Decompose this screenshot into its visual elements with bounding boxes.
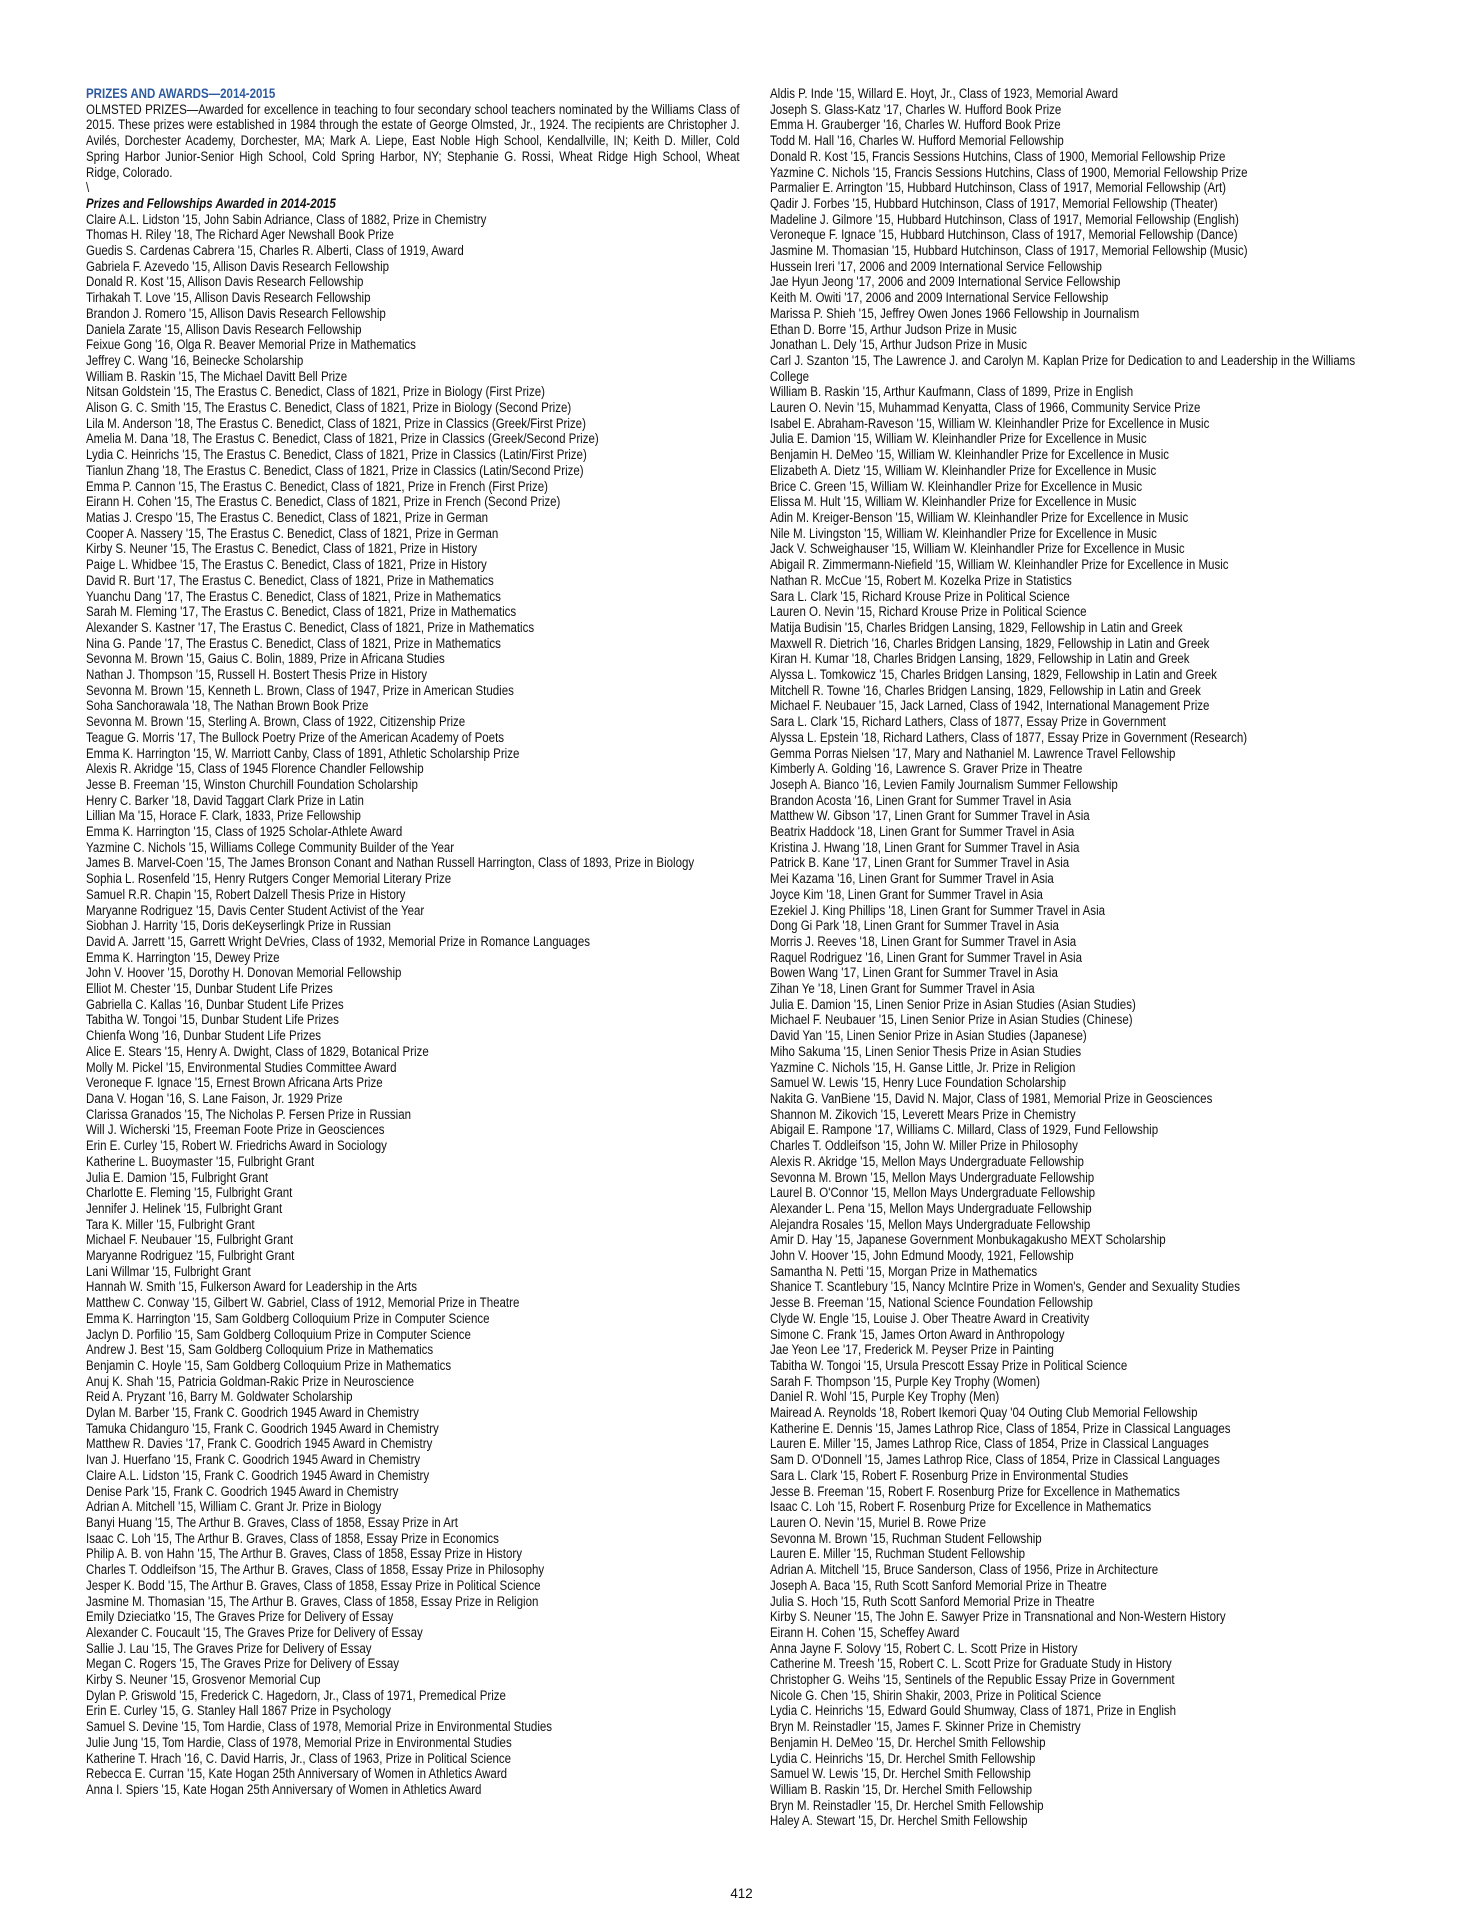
award-entry: Yazmine C. Nichols '15, Williams College Community Builder of the Year [86,839,455,855]
award-entry: Tamuka Chidanguro '15, Frank C. Goodrich 1945 Award in Chemistry [86,1420,439,1436]
award-entry: Nathan R. McCue '15, Robert M. Kozelka Prize in Statistics [770,572,1072,588]
award-entry: Daniel R. Wohl '15, Purple Key Trophy (Men) [770,1389,1000,1405]
award-entry: Megan C. Rogers '15, The Graves Prize for Delivery of Essay [86,1656,400,1672]
award-entry: Tara K. Miller '15, Fulbright Grant [86,1216,255,1232]
award-entry: James B. Marvel-Coen '15, The James Bronson Conant and Nathan Russell Harrington, Class of 1893, Prize in Biology [86,855,695,871]
award-entry: Lydia C. Heinrichs '15, The Erastus C. Benedict, Class of 1821, Prize in Classics (Latin/First Prize) [86,447,587,463]
award-entry: Matias J. Crespo '15, The Erastus C. Benedict, Class of 1821, Prize in German [86,509,489,525]
award-entry: Abigail R. Zimmermann-Niefield '15, William W. Kleinhandler Prize for Excellence in Music [770,557,1229,573]
award-entry: Sophia L. Rosenfeld '15, Henry Rutgers Conger Memorial Literary Prize [86,871,452,887]
award-entry: Sevonna M. Brown '15, Ruchman Student Fellowship [770,1530,1042,1546]
award-entry: Katherine T. Hrach '16, C. David Harris, Jr., Class of 1963, Prize in Political Science [86,1750,512,1766]
award-entry: Jack V. Schweighauser '15, William W. Kleinhandler Prize for Excellence in Music [770,541,1185,557]
award-entry: Bowen Wang '17, Linen Grant for Summer Travel in Asia [770,965,1058,981]
award-entry: Isabel E. Abraham-Raveson '15, William W. Kleinhandler Prize for Excellence in Music [770,415,1210,431]
right-award-list [770,86,1375,1829]
award-entry: Jasmine M. Thomasian '15, Hubbard Hutchinson, Class of 1917, Memorial Fellowship (Music) [770,243,1248,259]
award-entry: Adrian A. Mitchell '15, Bruce Sanderson, Class of 1956, Prize in Architecture [770,1562,1159,1578]
award-entry: Nile M. Livingston '15, William W. Kleinhandler Prize for Excellence in Music [770,525,1157,541]
award-entry: Emma K. Harrington '15, Dewey Prize [86,949,280,965]
award-entry: Jonathan L. Dely '15, Arthur Judson Prize in Music [770,337,1027,353]
award-entry: Morris J. Reeves '18, Linen Grant for Summer Travel in Asia [770,933,1077,949]
award-entry: Laurel B. O'Connor '15, Mellon Mays Undergraduate Fellowship [770,1185,1096,1201]
award-entry: Jennifer J. Helinek '15, Fulbright Grant [86,1200,283,1216]
award-entry: Clyde W. Engle '15, Louise J. Ober Theatre Award in Creativity [770,1310,1090,1326]
award-entry: Reid A. Pryzant '16, Barry M. Goldwater Scholarship [86,1389,353,1405]
award-entry: Matthew R. Davies '17, Frank C. Goodrich 1945 Award in Chemistry [86,1436,433,1452]
award-entry: Abigail E. Rampone '17, Williams C. Millard, Class of 1929, Fund Fellowship [770,1122,1159,1138]
award-entry: Molly M. Pickel '15, Environmental Studies Committee Award [86,1059,397,1075]
award-entry: Henry C. Barker '18, David Taggart Clark Prize in Latin [86,792,364,808]
award-entry: Christopher G. Weihs '15, Sentinels of the Republic Essay Prize in Government [770,1672,1175,1688]
award-entry: Emma P. Cannon '15, The Erastus C. Benedict, Class of 1821, Prize in French (First Prize) [86,478,548,494]
award-entry: Samuel S. Devine '15, Tom Hardie, Class of 1978, Memorial Prize in Environmental Studies [86,1719,553,1735]
award-entry: Sara L. Clark '15, Robert F. Rosenburg Prize in Environmental Studies [770,1467,1129,1483]
award-entry: Kirby S. Neuner '15, The Erastus C. Benedict, Class of 1821, Prize in History [86,541,478,557]
award-entry: Lauren O. Nevin '15, Muriel B. Rowe Prize [770,1514,986,1530]
award-entry: Benjamin H. DeMeo '15, Dr. Herchel Smith Fellowship [770,1734,1046,1750]
award-entry: Jae Hyun Jeong '17, 2006 and 2009 International Service Fellowship [770,274,1121,290]
olmsted-intro-paragraph: OLMSTED PRIZES—Awarded for excellence in teaching to four secondary school teachers nominated by the Williams Class of 2015. These prizes were established in 1984 through the estate of George Olmsted, Jr., 1924. The recipients are Christopher J. Avilés, Dorchester Academy, Dorchester, MA; Mark A. Liepe, East Noble High School, Kendallville, IN; Keith D. Miller, Cold Spring Harbor Junior-Senior High School, Cold Spring Harbor, NY; Stephanie G. Rossi, Wheat Ridge High School, Wheat Ridge, Colorado. [86,101,740,180]
page-heading: PRIZES AND AWARDS—2014-2015 [86,86,276,101]
award-entry: Feixue Gong '16, Olga R. Beaver Memorial Prize in Mathematics [86,337,416,353]
award-entry: Julia E. Damion '15, William W. Kleinhandler Prize for Excellence in Music [770,431,1147,447]
award-entry: Yazmine C. Nichols '15, H. Ganse Little, Jr. Prize in Religion [770,1059,1076,1075]
award-entry: Jae Yeon Lee '17, Frederick M. Peyser Prize in Painting [770,1342,1054,1358]
award-entry: Kiran H. Kumar '18, Charles Bridgen Lansing, 1829, Fellowship in Latin and Greek [770,651,1190,667]
award-entry: Alyssa L. Epstein '18, Richard Lathers, Class of 1877, Essay Prize in Government (Research) [770,729,1248,745]
award-entry: Lauren E. Miller '15, James Lathrop Rice, Class of 1854, Prize in Classical Languages [770,1436,1209,1452]
award-entry: Joseph A. Baca '15, Ruth Scott Sanford Memorial Prize in Theatre [770,1577,1107,1593]
award-entry: Miho Sakuma '15, Linen Senior Thesis Prize in Asian Studies [770,1043,1082,1059]
award-entry: Kimberly A. Golding '16, Lawrence S. Graver Prize in Theatre [770,761,1083,777]
award-entry: Veroneque F. Ignace '15, Hubbard Hutchinson, Class of 1917, Memorial Fellowship (Dance) [770,227,1238,243]
award-entry: Julia S. Hoch '15, Ruth Scott Sanford Memorial Prize in Theatre [770,1593,1095,1609]
award-entry: Simone C. Frank '15, James Orton Award in Anthropology [770,1326,1065,1342]
award-entry: Sarah F. Thompson '15, Purple Key Trophy (Women) [770,1373,1040,1389]
award-entry: Gabriella C. Kallas '16, Dunbar Student Life Prizes [86,996,344,1012]
award-entry: Bryn M. Reinstadler '15, Dr. Herchel Smith Fellowship [770,1797,1044,1813]
award-entry: Michael F. Neubauer '15, Jack Larned, Class of 1942, International Management Prize [770,698,1210,714]
award-entry: Shanice T. Scantlebury '15, Nancy McIntire Prize in Women's, Gender and Sexuality Studies [770,1279,1240,1295]
award-entry: Lila M. Anderson '18, The Erastus C. Benedict, Class of 1821, Prize in Classics (Greek/First Prize) [86,415,586,431]
award-entry: Ivan J. Huerfano '15, Frank C. Goodrich 1945 Award in Chemistry [86,1452,421,1468]
award-entry: Kirby S. Neuner '15, The John E. Sawyer Prize in Transnational and Non-Western History [770,1609,1226,1625]
award-entry: Andrew J. Best '15, Sam Goldberg Colloquium Prize in Mathematics [86,1342,434,1358]
award-entry: Alexander C. Foucault '15, The Graves Prize for Delivery of Essay [86,1624,423,1640]
award-entry: Kristina J. Hwang '18, Linen Grant for Summer Travel in Asia [770,839,1080,855]
award-entry: Lauren O. Nevin '15, Richard Krouse Prize in Political Science [770,604,1087,620]
left-award-list [86,212,740,1798]
award-entry: Samuel R.R. Chapin '15, Robert Dalzell Thesis Prize in History [86,886,406,902]
award-entry: Tabitha W. Tongoi '15, Ursula Prescott Essay Prize in Political Science [770,1357,1128,1373]
award-entry: Emma K. Harrington '15, Class of 1925 Scholar-Athlete Award [86,824,403,840]
award-entry: John V. Hoover '15, John Edmund Moody, 1921, Fellowship [770,1248,1074,1264]
award-entry: Dylan M. Barber '15, Frank C. Goodrich 1945 Award in Chemistry [86,1405,419,1421]
award-entry: Lauren O. Nevin '15, Muhammad Kenyatta, Class of 1966, Community Service Prize [770,400,1201,416]
award-entry: Sevonna M. Brown '15, Mellon Mays Undergraduate Fellowship [770,1169,1095,1185]
award-entry: Jeffrey C. Wang '16, Beinecke Scholarship [86,352,304,368]
award-entry: Daniela Zarate '15, Allison Davis Research Fellowship [86,321,362,337]
award-entry: Gemma Porras Nielsen '17, Mary and Nathaniel M. Lawrence Travel Fellowship [770,745,1176,761]
award-entry: Dana V. Hogan '16, S. Lane Faison, Jr. 1929 Prize [86,1091,343,1106]
award-entry: Emma H. Grauberger '16, Charles W. Hufford Book Prize [770,117,1061,133]
award-entry: Jesse B. Freeman '15, National Science Foundation Fellowship [770,1295,1093,1311]
award-entry: Tirhakah T. Love '15, Allison Davis Research Fellowship [86,290,371,306]
award-entry: Donald R. Kost '15, Francis Sessions Hutchins, Class of 1900, Memorial Fellowship Prize [770,148,1226,164]
award-entry: Maryanne Rodriguez '15, Fulbright Grant [86,1248,295,1264]
award-entry: Lydia C. Heinrichs '15, Dr. Herchel Smith Fellowship [770,1750,1036,1766]
award-entry: Veroneque F. Ignace '15, Ernest Brown Africana Arts Prize [86,1075,383,1091]
award-entry: John V. Hoover '15, Dorothy H. Donovan Memorial Fellowship [86,965,402,981]
award-entry: Shannon M. Zikovich '15, Leverett Mears Prize in Chemistry [770,1106,1076,1122]
award-entry: Philip A. B. von Hahn '15, The Arthur B. Graves, Class of 1858, Essay Prize in History [86,1546,522,1562]
award-entry: Nina G. Pande '17, The Erastus C. Benedict, Class of 1821, Prize in Mathematics [86,635,501,651]
award-entry: Michael F. Neubauer '15, Linen Senior Prize in Asian Studies (Chinese) [770,1012,1133,1028]
award-entry: Eirann H. Cohen '15, Scheffey Award [770,1624,960,1640]
award-entry: Dong Gi Park '18, Linen Grant for Summer Travel in Asia [770,918,1059,934]
award-entry: Yuanchu Dang '17, The Erastus C. Benedict, Class of 1821, Prize in Mathematics [86,588,501,604]
award-entry: Haley A. Stewart '15, Dr. Herchel Smith Fellowship [770,1813,1028,1829]
award-entry: Todd M. Hall '16, Charles W. Hufford Memorial Fellowship [770,133,1064,149]
award-entry: Anna Jayne F. Solovy '15, Robert C. L. Scott Prize in History [770,1640,1078,1656]
award-entry: Claire A.L. Lidston '15, Frank C. Goodrich 1945 Award in Chemistry [86,1467,430,1483]
award-entry: Ezekiel J. King Phillips '18, Linen Grant for Summer Travel in Asia [770,902,1106,918]
award-entry: Lani Willmar '15, Fulbright Grant [86,1263,251,1279]
award-entry: Aldis P. Inde '15, Willard E. Hoyt, Jr., Class of 1923, Memorial Award [770,86,1119,101]
award-entry: Clarissa Granados '15, The Nicholas P. Fersen Prize in Russian [86,1106,412,1122]
award-entry: Alice E. Stears '15, Henry A. Dwight, Class of 1829, Botanical Prize [86,1043,429,1059]
award-entry: Beatrix Haddock '18, Linen Grant for Summer Travel in Asia [770,824,1075,840]
award-entry: Bryn M. Reinstadler '15, James F. Skinner Prize in Chemistry [770,1719,1081,1735]
award-entry: Alejandra Rosales '15, Mellon Mays Undergraduate Fellowship [770,1216,1091,1232]
award-entry: Elliot M. Chester '15, Dunbar Student Life Prizes [86,981,333,997]
award-entry: Erin E. Curley '15, G. Stanley Hall 1867 Prize in Psychology [86,1703,391,1719]
award-entry: David Yan '15, Linen Senior Prize in Asian Studies (Japanese) [770,1028,1087,1044]
award-entry: Jasmine M. Thomasian '15, The Arthur B. Graves, Class of 1858, Essay Prize in Religion [86,1593,539,1609]
award-entry: Joyce Kim '18, Linen Grant for Summer Travel in Asia [770,886,1043,902]
award-entry: Nitsan Goldstein '15, The Erastus C. Benedict, Class of 1821, Prize in Biology (First Prize) [86,384,545,400]
section-subheading: Prizes and Fellowships Awarded in 2014-2015 [86,195,336,211]
award-entry: Maryanne Rodriguez '15, Davis Center Student Activist of the Year [86,902,425,918]
award-entry: Elissa M. Hult '15, William W. Kleinhandler Prize for Excellence in Music [770,494,1137,510]
award-entry: Sara L. Clark '15, Richard Lathers, Class of 1877, Essay Prize in Government [770,714,1166,730]
award-entry: Chienfa Wong '16, Dunbar Student Life Prizes [86,1028,322,1044]
award-entry: Emily Dzieciatko '15, The Graves Prize for Delivery of Essay [86,1609,394,1625]
award-entry: Parmalier E. Arrington '15, Hubbard Hutchinson, Class of 1917, Memorial Fellowship (Art) [770,180,1227,196]
award-entry: Lauren E. Miller '15, Ruchman Student Fellowship [770,1546,1026,1562]
award-entry: Julia E. Damion '15, Fulbright Grant [86,1169,269,1185]
award-entry: Soha Sanchorawala '18, The Nathan Brown Book Prize [86,698,369,714]
award-entry: Jaclyn D. Porfilio '15, Sam Goldberg Colloquium Prize in Computer Science [86,1326,471,1342]
award-entry: Sam D. O'Donnell '15, James Lathrop Rice, Class of 1854, Prize in Classical Languages [770,1452,1220,1468]
award-entry: Alyssa L. Tomkowicz '15, Charles Bridgen Lansing, 1829, Fellowship in Latin and Greek [770,667,1217,683]
award-entry: Charles T. Oddleifson '15, John W. Miller Prize in Philosophy [770,1138,1078,1154]
award-entry: Dylan P. Griswold '15, Frederick C. Hagedorn, Jr., Class of 1971, Premedical Prize [86,1687,506,1703]
award-entry: William B. Raskin '15, Arthur Kaufmann, Class of 1899, Prize in English [770,384,1134,400]
award-entry: Benjamin H. DeMeo '15, William W. Kleinhandler Prize for Excellence in Music [770,447,1170,463]
award-entry: Joseph S. Glass-Katz '17, Charles W. Hufford Book Prize [770,101,1062,117]
award-entry: Catherine M. Treesh '15, Robert C. L. Scott Prize for Graduate Study in History [770,1656,1172,1672]
award-entry: Samuel W. Lewis '15, Dr. Herchel Smith Fellowship [770,1766,1031,1782]
award-entry: Julie Jung '15, Tom Hardie, Class of 1978, Memorial Prize in Environmental Studies [86,1734,512,1750]
award-entry: Jesse B. Freeman '15, Winston Churchill Foundation Scholarship [86,776,418,792]
award-entry: Tianlun Zhang '18, The Erastus C. Benedict, Class of 1821, Prize in Classics (Latin/Second Prize) [86,462,584,478]
award-entry: David R. Burt '17, The Erastus C. Benedict, Class of 1821, Prize in Mathematics [86,572,494,588]
award-entry: Julia E. Damion '15, Linen Senior Prize in Asian Studies (Asian Studies) [770,996,1136,1012]
award-entry: Zihan Ye '18, Linen Grant for Summer Travel in Asia [770,981,1035,997]
award-entry: Emma K. Harrington '15, Sam Goldberg Colloquium Prize in Computer Science [86,1310,490,1326]
award-entry: Michael F. Neubauer '15, Fulbright Grant [86,1232,294,1248]
award-entry: Alexis R. Akridge '15, Mellon Mays Undergraduate Fellowship [770,1153,1084,1169]
award-entry: Amir D. Hay '15, Japanese Government Monbukagakusho MEXT Scholarship [770,1232,1166,1248]
award-entry: William B. Raskin '15, The Michael Davitt Bell Prize [86,368,348,384]
award-entry: Erin E. Curley '15, Robert W. Friedrichs Award in Sociology [86,1138,387,1154]
award-entry: Carl J. Szanton '15, The Lawrence J. and Carolyn M. Kaplan Prize for Dedication to and Leadership in the Williams College [770,352,1356,384]
award-entry: Amelia M. Dana '18, The Erastus C. Benedict, Class of 1821, Prize in Classics (Greek/Second Prize) [86,431,599,447]
award-entry: Isaac C. Loh '15, The Arthur B. Graves, Class of 1858, Essay Prize in Economics [86,1530,499,1546]
award-entry: Alexander L. Pena '15, Mellon Mays Undergraduate Fellowship [770,1200,1092,1216]
award-entry: Emma K. Harrington '15, W. Marriott Canby, Class of 1891, Athletic Scholarship Prize [86,745,520,761]
award-entry: Sevonna M. Brown '15, Sterling A. Brown, Class of 1922, Citizenship Prize [86,714,466,730]
award-entry: Alexander S. Kastner '17, The Erastus C. Benedict, Class of 1821, Prize in Mathematics [86,619,535,635]
award-entry: Patrick B. Kane '17, Linen Grant for Summer Travel in Asia [770,855,1070,871]
award-entry: Banyi Huang '15, The Arthur B. Graves, Class of 1858, Essay Prize in Art [86,1514,458,1530]
award-entry: Raquel Rodriguez '16, Linen Grant for Summer Travel in Asia [770,949,1083,965]
award-entry: Siobhan J. Harrity '15, Doris deKeyserlingk Prize in Russian [86,918,391,934]
award-entry: Matthew W. Gibson '17, Linen Grant for Summer Travel in Asia [770,808,1090,824]
award-entry: Matthew C. Conway '15, Gilbert W. Gabriel, Class of 1912, Memorial Prize in Theatre [86,1295,520,1311]
award-entry: Sevonna M. Brown '15, Kenneth L. Brown, Class of 1947, Prize in American Studies [86,682,514,698]
award-entry: Lydia C. Heinrichs '15, Edward Gould Shumway, Class of 1871, Prize in English [770,1703,1177,1719]
stray-backslash: \ [86,180,90,196]
award-entry: Adrian A. Mitchell '15, William C. Grant Jr. Prize in Biology [86,1499,382,1515]
award-entry: Mairead A. Reynolds '18, Robert Ikemori Quay '04 Outing Club Memorial Fellowship [770,1405,1198,1421]
award-entry: Kirby S. Neuner '15, Grosvenor Memorial Cup [86,1672,321,1688]
award-entry: Eirann H. Cohen '15, The Erastus C. Benedict, Class of 1821, Prize in French (Second Prize) [86,494,561,510]
award-entry: Ethan D. Borre '15, Arthur Judson Prize in Music [770,321,1017,337]
award-entry: Katherine E. Dennis '15, James Lathrop Rice, Class of 1854, Prize in Classical Languages [770,1420,1231,1436]
award-entry: Elizabeth A. Dietz '15, William W. Kleinhandler Prize for Excellence in Music [770,462,1157,478]
award-entry: Paige L. Whidbee '15, The Erastus C. Benedict, Class of 1821, Prize in History [86,557,487,573]
award-entry: Keith M. Owiti '17, 2006 and 2009 International Service Fellowship [770,290,1109,306]
award-entry: Mitchell R. Towne '16, Charles Bridgen Lansing, 1829, Fellowship in Latin and Greek [770,682,1201,698]
award-entry: Tabitha W. Tongoi '15, Dunbar Student Life Prizes [86,1012,339,1028]
award-entry: Cooper A. Nassery '15, The Erastus C. Benedict, Class of 1821, Prize in German [86,525,499,541]
award-entry: Will J. Wicherski '15, Freeman Foote Prize in Geosciences [86,1122,385,1138]
award-entry: Nakita G. VanBiene '15, David N. Major, Class of 1981, Memorial Prize in Geosciences [770,1091,1213,1106]
award-entry: Hussein Ireri '17, 2006 and 2009 International Service Fellowship [770,258,1102,274]
award-entry: Guedis S. Cardenas Cabrera '15, Charles R. Alberti, Class of 1919, Award [86,243,464,259]
award-entry: Maxwell R. Dietrich '16, Charles Bridgen Lansing, 1829, Fellowship in Latin and Greek [770,635,1210,651]
award-entry: Charlotte E. Fleming '15, Fulbright Grant [86,1185,293,1201]
award-entry: Qadir J. Forbes '15, Hubbard Hutchinson, Class of 1917, Memorial Fellowship (Theater) [770,195,1218,211]
award-entry: Brandon J. Romero '15, Allison Davis Research Fellowship [86,305,386,321]
award-entry: Benjamin C. Hoyle '15, Sam Goldberg Colloquium Prize in Mathematics [86,1357,452,1373]
award-entry: Matija Budisin '15, Charles Bridgen Lansing, 1829, Fellowship in Latin and Greek [770,619,1183,635]
award-entry: Jesse B. Freeman '15, Robert F. Rosenburg Prize for Excellence in Mathematics [770,1483,1180,1499]
award-entry: Gabriela F. Azevedo '15, Allison Davis Research Fellowship [86,258,390,274]
award-entry: Joseph A. Bianco '16, Levien Family Journalism Summer Fellowship [770,776,1118,792]
right-column [770,86,1375,1829]
award-entry: Denise Park '15, Frank C. Goodrich 1945 Award in Chemistry [86,1483,399,1499]
award-entry: Sallie J. Lau '15, The Graves Prize for Delivery of Essay [86,1640,372,1656]
award-entry: Sara L. Clark '15, Richard Krouse Prize in Political Science [770,588,1070,604]
award-entry: Donald R. Kost '15, Allison Davis Research Fellowship [86,274,364,290]
award-entry: Jesper K. Bodd '15, The Arthur B. Graves, Class of 1858, Essay Prize in Political Science [86,1577,541,1593]
award-entry: Samantha N. Petti '15, Morgan Prize in Mathematics [770,1263,1038,1279]
award-entry: Anuj K. Shah '15, Patricia Goldman-Rakic Prize in Neuroscience [86,1373,415,1389]
award-entry: Katherine L. Buoymaster '15, Fulbright Grant [86,1153,315,1169]
award-entry: Hannah W. Smith '15, Fulkerson Award for Leadership in the Arts [86,1279,418,1295]
award-entry: Rebecca E. Curran '15, Kate Hogan 25th Anniversary of Women in Athletics Award [86,1766,508,1782]
award-entry: Brandon Acosta '16, Linen Grant for Summer Travel in Asia [770,792,1072,808]
award-entry: Lillian Ma '15, Horace F. Clark, 1833, Prize Fellowship [86,808,361,824]
award-entry: Mei Kazama '16, Linen Grant for Summer Travel in Asia [770,871,1054,887]
award-entry: Charles T. Oddleifson '15, The Arthur B. Graves, Class of 1858, Essay Prize in Philosophy [86,1562,545,1578]
award-entry: Thomas H. Riley '18, The Richard Ager Newshall Book Prize [86,227,394,243]
award-entry: Madeline J. Gilmore '15, Hubbard Hutchinson, Class of 1917, Memorial Fellowship (English) [770,211,1239,227]
award-entry: Teague G. Morris '17, The Bullock Poetry Prize of the American Academy of Poets [86,729,505,745]
award-entry: Samuel W. Lewis '15, Henry Luce Foundation Scholarship [770,1075,1067,1091]
award-entry: Nicole G. Chen '15, Shirin Shakir, 2003, Prize in Political Science [770,1687,1102,1703]
award-entry: William B. Raskin '15, Dr. Herchel Smith Fellowship [770,1781,1033,1797]
award-entry: Brice C. Green '15, William W. Kleinhandler Prize for Excellence in Music [770,478,1143,494]
award-entry: Alexis R. Akridge '15, Class of 1945 Florence Chandler Fellowship [86,761,424,777]
award-entry: Sevonna M. Brown '15, Gaius C. Bolin, 1889, Prize in Africana Studies [86,651,445,667]
award-entry: Anna I. Spiers '15, Kate Hogan 25th Anniversary of Women in Athletics Award [86,1781,482,1797]
award-entry: Yazmine C. Nichols '15, Francis Sessions Hutchins, Class of 1900, Memorial Fellowship Prize [770,164,1248,180]
award-entry: Claire A.L. Lidston '15, John Sabin Adriance, Class of 1882, Prize in Chemistry [86,211,487,227]
award-entry: Isaac C. Loh '15, Robert F. Rosenburg Prize for Excellence in Mathematics [770,1499,1152,1515]
award-entry: Adin M. Kreiger-Benson '15, William W. Kleinhandler Prize for Excellence in Music [770,509,1189,525]
award-entry: Marissa P. Shieh '15, Jeffrey Owen Jones 1966 Fellowship in Journalism [770,305,1140,321]
page-number: 412 [730,1886,753,1901]
award-entry: Nathan J. Thompson '15, Russell H. Bostert Thesis Prize in History [86,667,428,683]
award-entry: Sarah M. Fleming '17, The Erastus C. Benedict, Class of 1821, Prize in Mathematics [86,604,517,620]
award-entry: David A. Jarrett '15, Garrett Wright DeVries, Class of 1932, Memorial Prize in Romance Languages [86,933,591,949]
award-entry: Alison G. C. Smith '15, The Erastus C. Benedict, Class of 1821, Prize in Biology (Second Prize) [86,400,572,416]
left-column [86,86,740,1798]
